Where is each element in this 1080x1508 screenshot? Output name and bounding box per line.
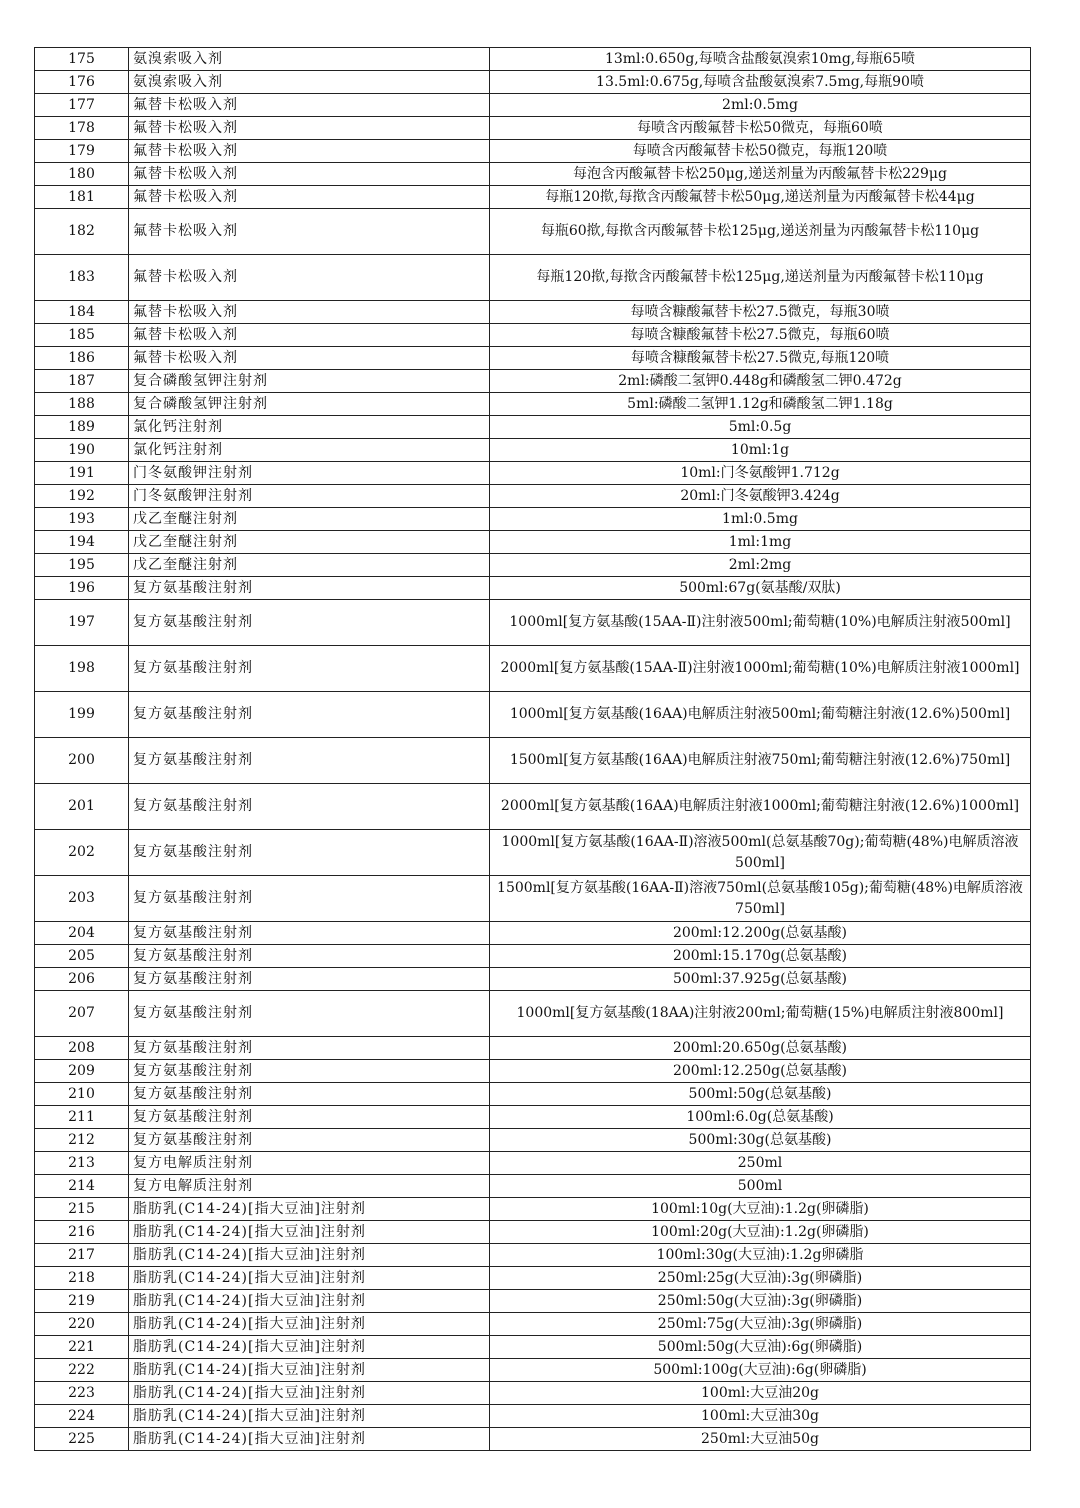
table-row bbox=[35, 255, 1031, 301]
specification-cell: 1500ml[复方氨基酸(16AA)电解质注射液750ml;葡萄糖注射液(12.6%)750ml] bbox=[490, 738, 1031, 784]
table-row bbox=[35, 1106, 1031, 1129]
row-number-cell: 185 bbox=[35, 324, 129, 347]
drug-name-cell: 脂肪乳(C14-24)[指大豆油]注射剂 bbox=[129, 1405, 490, 1428]
table-row bbox=[35, 784, 1031, 830]
row-number-cell: 175 bbox=[35, 48, 129, 71]
drug-name-cell: 脂肪乳(C14-24)[指大豆油]注射剂 bbox=[129, 1313, 490, 1336]
drug-name-cell: 脂肪乳(C14-24)[指大豆油]注射剂 bbox=[129, 1336, 490, 1359]
row-number-cell: 198 bbox=[35, 646, 129, 692]
specification-cell: 200ml:15.170g(总氨基酸) bbox=[490, 945, 1031, 968]
specification-cell: 5ml:磷酸二氢钾1.12g和磷酸氢二钾1.18g bbox=[490, 393, 1031, 416]
table-row bbox=[35, 1336, 1031, 1359]
drug-name-cell: 氟替卡松吸入剂 bbox=[129, 255, 490, 301]
drug-name-cell: 复方氨基酸注射剂 bbox=[129, 1083, 490, 1106]
table-row bbox=[35, 462, 1031, 485]
row-number-cell: 220 bbox=[35, 1313, 129, 1336]
drug-name-cell: 戊乙奎醚注射剂 bbox=[129, 508, 490, 531]
row-number-cell: 210 bbox=[35, 1083, 129, 1106]
row-number-cell: 204 bbox=[35, 922, 129, 945]
drug-name-cell: 门冬氨酸钾注射剂 bbox=[129, 462, 490, 485]
table-row bbox=[35, 600, 1031, 646]
drug-name-cell: 复方氨基酸注射剂 bbox=[129, 1037, 490, 1060]
row-number-cell: 212 bbox=[35, 1129, 129, 1152]
row-number-cell: 218 bbox=[35, 1267, 129, 1290]
specification-cell: 100ml:大豆油30g bbox=[490, 1405, 1031, 1428]
table-row bbox=[35, 1428, 1031, 1451]
specification-cell: 100ml:30g(大豆油):1.2g卵磷脂 bbox=[490, 1244, 1031, 1267]
table-row bbox=[35, 71, 1031, 94]
drug-name-cell: 复方氨基酸注射剂 bbox=[129, 1129, 490, 1152]
row-number-cell: 217 bbox=[35, 1244, 129, 1267]
specification-cell: 1ml:0.5mg bbox=[490, 508, 1031, 531]
drug-name-cell: 复合磷酸氢钾注射剂 bbox=[129, 370, 490, 393]
drug-name-cell: 复方氨基酸注射剂 bbox=[129, 600, 490, 646]
drug-name-cell: 氟替卡松吸入剂 bbox=[129, 347, 490, 370]
specification-cell: 500ml:50g(总氨基酸) bbox=[490, 1083, 1031, 1106]
specification-cell: 500ml:37.925g(总氨基酸) bbox=[490, 968, 1031, 991]
row-number-cell: 223 bbox=[35, 1382, 129, 1405]
table-row bbox=[35, 1221, 1031, 1244]
table-row bbox=[35, 1359, 1031, 1382]
drug-name-cell: 脂肪乳(C14-24)[指大豆油]注射剂 bbox=[129, 1359, 490, 1382]
table-row bbox=[35, 646, 1031, 692]
drug-name-cell: 复方氨基酸注射剂 bbox=[129, 784, 490, 830]
row-number-cell: 200 bbox=[35, 738, 129, 784]
table-row bbox=[35, 876, 1031, 922]
specification-cell: 1000ml[复方氨基酸(15AA-Ⅱ)注射液500ml;葡萄糖(10%)电解质注射液500ml] bbox=[490, 600, 1031, 646]
specification-cell: 每瓶120揿,每揿含丙酸氟替卡松125μg,递送剂量为丙酸氟替卡松110μg bbox=[490, 255, 1031, 301]
specification-cell: 1000ml[复方氨基酸(18AA)注射液200ml;葡萄糖(15%)电解质注射液800ml] bbox=[490, 991, 1031, 1037]
specification-cell: 13ml:0.650g,每喷含盐酸氨溴索10mg,每瓶65喷 bbox=[490, 48, 1031, 71]
specification-cell: 250ml:75g(大豆油):3g(卵磷脂) bbox=[490, 1313, 1031, 1336]
table-row bbox=[35, 117, 1031, 140]
drug-name-cell: 脂肪乳(C14-24)[指大豆油]注射剂 bbox=[129, 1221, 490, 1244]
table-row bbox=[35, 301, 1031, 324]
specification-cell: 500ml:50g(大豆油):6g(卵磷脂) bbox=[490, 1336, 1031, 1359]
drug-name-cell: 门冬氨酸钾注射剂 bbox=[129, 485, 490, 508]
drug-name-cell: 脂肪乳(C14-24)[指大豆油]注射剂 bbox=[129, 1267, 490, 1290]
drug-name-cell: 氯化钙注射剂 bbox=[129, 416, 490, 439]
table-row bbox=[35, 1175, 1031, 1198]
drug-name-cell: 戊乙奎醚注射剂 bbox=[129, 531, 490, 554]
row-number-cell: 181 bbox=[35, 186, 129, 209]
specification-cell: 1500ml[复方氨基酸(16AA-Ⅱ)溶液750ml(总氨基酸105g);葡萄糖(48%)电解质溶液750ml] bbox=[490, 876, 1031, 922]
table-row bbox=[35, 393, 1031, 416]
specification-cell: 500ml:100g(大豆油):6g(卵磷脂) bbox=[490, 1359, 1031, 1382]
drug-name-cell: 复方氨基酸注射剂 bbox=[129, 830, 490, 876]
row-number-cell: 206 bbox=[35, 968, 129, 991]
specification-cell: 2ml:磷酸二氢钾0.448g和磷酸氢二钾0.472g bbox=[490, 370, 1031, 393]
specification-cell: 1000ml[复方氨基酸(16AA-Ⅱ)溶液500ml(总氨基酸70g);葡萄糖(48%)电解质溶液500ml] bbox=[490, 830, 1031, 876]
specification-cell: 每喷含糠酸氟替卡松27.5微克,每瓶120喷 bbox=[490, 347, 1031, 370]
row-number-cell: 207 bbox=[35, 991, 129, 1037]
specification-cell: 500ml bbox=[490, 1175, 1031, 1198]
row-number-cell: 192 bbox=[35, 485, 129, 508]
row-number-cell: 196 bbox=[35, 577, 129, 600]
specification-cell: 5ml:0.5g bbox=[490, 416, 1031, 439]
specification-cell: 200ml:12.250g(总氨基酸) bbox=[490, 1060, 1031, 1083]
row-number-cell: 197 bbox=[35, 600, 129, 646]
drug-name-cell: 脂肪乳(C14-24)[指大豆油]注射剂 bbox=[129, 1244, 490, 1267]
drug-name-cell: 氟替卡松吸入剂 bbox=[129, 186, 490, 209]
row-number-cell: 190 bbox=[35, 439, 129, 462]
table-row bbox=[35, 577, 1031, 600]
row-number-cell: 201 bbox=[35, 784, 129, 830]
row-number-cell: 199 bbox=[35, 692, 129, 738]
table-row bbox=[35, 1405, 1031, 1428]
drug-name-cell: 复方氨基酸注射剂 bbox=[129, 1060, 490, 1083]
drug-name-cell: 复方氨基酸注射剂 bbox=[129, 1106, 490, 1129]
table-row bbox=[35, 416, 1031, 439]
row-number-cell: 215 bbox=[35, 1198, 129, 1221]
row-number-cell: 186 bbox=[35, 347, 129, 370]
table-row bbox=[35, 1244, 1031, 1267]
specification-cell: 20ml:门冬氨酸钾3.424g bbox=[490, 485, 1031, 508]
table-row bbox=[35, 209, 1031, 255]
specification-cell: 200ml:20.650g(总氨基酸) bbox=[490, 1037, 1031, 1060]
drug-name-cell: 戊乙奎醚注射剂 bbox=[129, 554, 490, 577]
row-number-cell: 177 bbox=[35, 94, 129, 117]
row-number-cell: 202 bbox=[35, 830, 129, 876]
drug-name-cell: 复合磷酸氢钾注射剂 bbox=[129, 393, 490, 416]
specification-cell: 每喷含丙酸氟替卡松50微克，每瓶120喷 bbox=[490, 140, 1031, 163]
row-number-cell: 180 bbox=[35, 163, 129, 186]
specification-cell: 100ml:6.0g(总氨基酸) bbox=[490, 1106, 1031, 1129]
drug-name-cell: 复方氨基酸注射剂 bbox=[129, 738, 490, 784]
table-row bbox=[35, 324, 1031, 347]
row-number-cell: 194 bbox=[35, 531, 129, 554]
drug-name-cell: 复方电解质注射剂 bbox=[129, 1175, 490, 1198]
table-row bbox=[35, 692, 1031, 738]
table-row bbox=[35, 531, 1031, 554]
table-row bbox=[35, 508, 1031, 531]
specification-cell: 10ml:门冬氨酸钾1.712g bbox=[490, 462, 1031, 485]
row-number-cell: 187 bbox=[35, 370, 129, 393]
row-number-cell: 188 bbox=[35, 393, 129, 416]
specification-cell: 500ml:67g(氨基酸/双肽) bbox=[490, 577, 1031, 600]
drug-name-cell: 复方氨基酸注射剂 bbox=[129, 922, 490, 945]
specification-cell: 每喷含糠酸氟替卡松27.5微克，每瓶30喷 bbox=[490, 301, 1031, 324]
drug-name-cell: 氨溴索吸入剂 bbox=[129, 48, 490, 71]
row-number-cell: 224 bbox=[35, 1405, 129, 1428]
row-number-cell: 216 bbox=[35, 1221, 129, 1244]
row-number-cell: 205 bbox=[35, 945, 129, 968]
specification-cell: 200ml:12.200g(总氨基酸) bbox=[490, 922, 1031, 945]
table-row bbox=[35, 1198, 1031, 1221]
drug-name-cell: 复方氨基酸注射剂 bbox=[129, 577, 490, 600]
row-number-cell: 208 bbox=[35, 1037, 129, 1060]
row-number-cell: 219 bbox=[35, 1290, 129, 1313]
specification-cell: 250ml:50g(大豆油):3g(卵磷脂) bbox=[490, 1290, 1031, 1313]
table-row bbox=[35, 1313, 1031, 1336]
specification-cell: 2000ml[复方氨基酸(15AA-Ⅱ)注射液1000ml;葡萄糖(10%)电解质注射液1000ml] bbox=[490, 646, 1031, 692]
table-row bbox=[35, 48, 1031, 71]
specification-cell: 250ml bbox=[490, 1152, 1031, 1175]
drug-name-cell: 复方氨基酸注射剂 bbox=[129, 945, 490, 968]
table-row bbox=[35, 439, 1031, 462]
drug-name-cell: 脂肪乳(C14-24)[指大豆油]注射剂 bbox=[129, 1428, 490, 1451]
drug-spec-table bbox=[34, 47, 1031, 1451]
drug-name-cell: 复方氨基酸注射剂 bbox=[129, 968, 490, 991]
specification-cell: 10ml:1g bbox=[490, 439, 1031, 462]
specification-cell: 每喷含糠酸氟替卡松27.5微克，每瓶60喷 bbox=[490, 324, 1031, 347]
table-row bbox=[35, 1060, 1031, 1083]
specification-cell: 每泡含丙酸氟替卡松250μg,递送剂量为丙酸氟替卡松229μg bbox=[490, 163, 1031, 186]
table-row bbox=[35, 1037, 1031, 1060]
specification-cell: 每瓶120揿,每揿含丙酸氟替卡松50μg,递送剂量为丙酸氟替卡松44μg bbox=[490, 186, 1031, 209]
drug-name-cell: 脂肪乳(C14-24)[指大豆油]注射剂 bbox=[129, 1198, 490, 1221]
drug-name-cell: 脂肪乳(C14-24)[指大豆油]注射剂 bbox=[129, 1382, 490, 1405]
row-number-cell: 184 bbox=[35, 301, 129, 324]
table-row bbox=[35, 554, 1031, 577]
row-number-cell: 179 bbox=[35, 140, 129, 163]
table-row bbox=[35, 163, 1031, 186]
row-number-cell: 225 bbox=[35, 1428, 129, 1451]
row-number-cell: 183 bbox=[35, 255, 129, 301]
table-body bbox=[35, 48, 1031, 1451]
drug-name-cell: 氯化钙注射剂 bbox=[129, 439, 490, 462]
drug-name-cell: 氟替卡松吸入剂 bbox=[129, 140, 490, 163]
drug-name-cell: 氟替卡松吸入剂 bbox=[129, 163, 490, 186]
table-row bbox=[35, 370, 1031, 393]
table-row bbox=[35, 485, 1031, 508]
specification-cell: 100ml:20g(大豆油):1.2g(卵磷脂) bbox=[490, 1221, 1031, 1244]
row-number-cell: 211 bbox=[35, 1106, 129, 1129]
drug-name-cell: 氟替卡松吸入剂 bbox=[129, 94, 490, 117]
drug-name-cell: 氨溴索吸入剂 bbox=[129, 71, 490, 94]
table-row bbox=[35, 1083, 1031, 1106]
specification-cell: 250ml:大豆油50g bbox=[490, 1428, 1031, 1451]
table-row bbox=[35, 830, 1031, 876]
drug-name-cell: 氟替卡松吸入剂 bbox=[129, 209, 490, 255]
table-row bbox=[35, 1152, 1031, 1175]
specification-cell: 250ml:25g(大豆油):3g(卵磷脂) bbox=[490, 1267, 1031, 1290]
drug-name-cell: 脂肪乳(C14-24)[指大豆油]注射剂 bbox=[129, 1290, 490, 1313]
table-row bbox=[35, 1290, 1031, 1313]
table-row bbox=[35, 1267, 1031, 1290]
row-number-cell: 209 bbox=[35, 1060, 129, 1083]
drug-name-cell: 复方氨基酸注射剂 bbox=[129, 991, 490, 1037]
table-row bbox=[35, 738, 1031, 784]
row-number-cell: 213 bbox=[35, 1152, 129, 1175]
row-number-cell: 178 bbox=[35, 117, 129, 140]
row-number-cell: 221 bbox=[35, 1336, 129, 1359]
row-number-cell: 193 bbox=[35, 508, 129, 531]
row-number-cell: 203 bbox=[35, 876, 129, 922]
specification-cell: 1000ml[复方氨基酸(16AA)电解质注射液500ml;葡萄糖注射液(12.6%)500ml] bbox=[490, 692, 1031, 738]
drug-name-cell: 复方氨基酸注射剂 bbox=[129, 646, 490, 692]
table-row bbox=[35, 1382, 1031, 1405]
specification-cell: 2ml:0.5mg bbox=[490, 94, 1031, 117]
row-number-cell: 214 bbox=[35, 1175, 129, 1198]
row-number-cell: 222 bbox=[35, 1359, 129, 1382]
row-number-cell: 191 bbox=[35, 462, 129, 485]
table-row bbox=[35, 347, 1031, 370]
table-row bbox=[35, 945, 1031, 968]
drug-name-cell: 氟替卡松吸入剂 bbox=[129, 301, 490, 324]
row-number-cell: 195 bbox=[35, 554, 129, 577]
specification-cell: 2ml:2mg bbox=[490, 554, 1031, 577]
drug-name-cell: 氟替卡松吸入剂 bbox=[129, 324, 490, 347]
row-number-cell: 176 bbox=[35, 71, 129, 94]
drug-name-cell: 复方氨基酸注射剂 bbox=[129, 876, 490, 922]
specification-cell: 100ml:大豆油20g bbox=[490, 1382, 1031, 1405]
table-row bbox=[35, 94, 1031, 117]
drug-name-cell: 氟替卡松吸入剂 bbox=[129, 117, 490, 140]
row-number-cell: 189 bbox=[35, 416, 129, 439]
table-row bbox=[35, 186, 1031, 209]
specification-cell: 100ml:10g(大豆油):1.2g(卵磷脂) bbox=[490, 1198, 1031, 1221]
drug-name-cell: 复方电解质注射剂 bbox=[129, 1152, 490, 1175]
drug-name-cell: 复方氨基酸注射剂 bbox=[129, 692, 490, 738]
specification-cell: 每喷含丙酸氟替卡松50微克，每瓶60喷 bbox=[490, 117, 1031, 140]
specification-cell: 1ml:1mg bbox=[490, 531, 1031, 554]
table-row bbox=[35, 1129, 1031, 1152]
table-row bbox=[35, 968, 1031, 991]
row-number-cell: 182 bbox=[35, 209, 129, 255]
table-row bbox=[35, 991, 1031, 1037]
table-row bbox=[35, 140, 1031, 163]
specification-cell: 500ml:30g(总氨基酸) bbox=[490, 1129, 1031, 1152]
specification-cell: 2000ml[复方氨基酸(16AA)电解质注射液1000ml;葡萄糖注射液(12.6%)1000ml] bbox=[490, 784, 1031, 830]
table-row bbox=[35, 922, 1031, 945]
specification-cell: 每瓶60揿,每揿含丙酸氟替卡松125μg,递送剂量为丙酸氟替卡松110μg bbox=[490, 209, 1031, 255]
specification-cell: 13.5ml:0.675g,每喷含盐酸氨溴索7.5mg,每瓶90喷 bbox=[490, 71, 1031, 94]
